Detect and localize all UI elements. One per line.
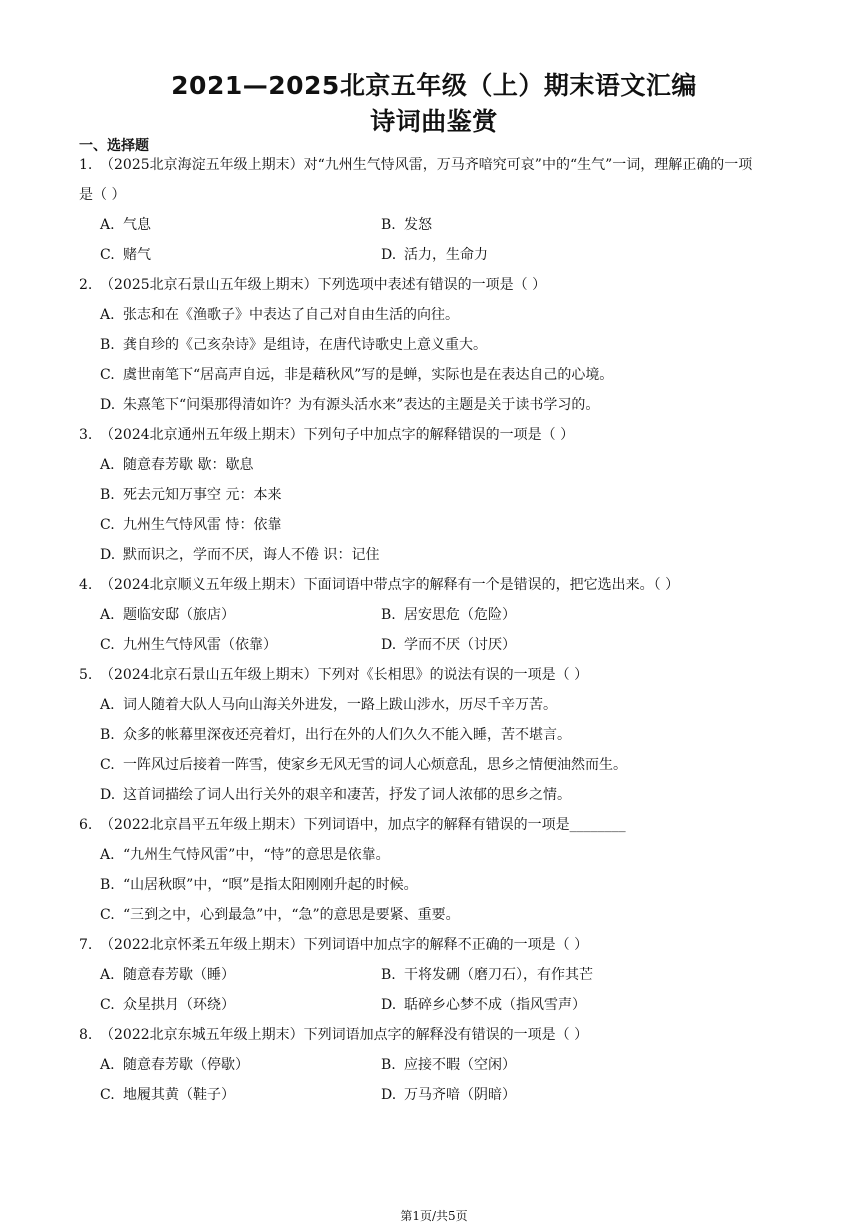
page-subtitle: 诗词曲鉴赏 (370, 107, 498, 136)
question-1-option-a: A. 气息 (100, 217, 151, 233)
question-7-option-d: D. 聒碎乡心梦不成（指风雪声） (381, 997, 586, 1013)
question-4-option-b: B. 居安思危（危险） (381, 607, 516, 623)
question-3-option-a: A. 随意春芳歇 歇：歇息 (100, 457, 254, 473)
question-1-option-d: D. 活力，生命力 (381, 247, 488, 263)
question-7-stem: 7. （2022北京怀柔五年级上期末）下列词语中加点字的解释不正确的一项是（ ） (79, 937, 589, 953)
question-5-stem: 5. （2024北京石景山五年级上期末）下列对《长相思》的说法有误的一项是（ ） (79, 667, 589, 683)
question-2-stem: 2. （2025北京石景山五年级上期末）下列选项中表述有错误的一项是（ ） (79, 277, 547, 293)
question-4-option-c: C. 九州生气恃风雷（依靠） (100, 637, 277, 653)
page-title: 2021—2025北京五年级（上）期末语文汇编 (171, 71, 697, 100)
question-7-option-c: C. 众星拱月（环绕） (100, 997, 235, 1013)
question-6-option-c: C. “三到之中，心到最急”中，“急”的意思是要紧、重要。 (100, 907, 460, 923)
question-8-stem: 8. （2022北京东城五年级上期末）下列词语加点字的解释没有错误的一项是（ ） (79, 1027, 589, 1043)
question-3-option-b: B. 死去元知万事空 元：本来 (100, 487, 282, 503)
question-3-option-d: D. 默而识之，学而不厌，诲人不倦 识：记住 (100, 547, 380, 563)
question-2-option-c: C. 虞世南笔下“居高声自远，非是藉秋风”写的是蝉，实际也是在表达自己的心境。 (100, 367, 614, 383)
question-1-stem-cont: 是（ ） (79, 187, 126, 203)
question-8-option-c: C. 地履其黄（鞋子） (100, 1087, 235, 1103)
question-3-option-c: C. 九州生气恃风雷 恃：依靠 (100, 517, 282, 533)
question-1-stem: 1. （2025北京海淀五年级上期末）对“九州生气恃风雷，万马齐喑究可哀”中的“生气”一词，理解正确的一项 (79, 157, 753, 173)
question-8-option-a: A. 随意春芳歇（停歇） (100, 1057, 249, 1073)
question-8-option-d: D. 万马齐喑（阴暗） (381, 1087, 516, 1103)
question-2-option-a: A. 张志和在《渔歌子》中表达了自己对自由生活的向往。 (100, 307, 459, 323)
question-4-option-a: A. 题临安邸（旅店） (100, 607, 235, 623)
question-6-stem: 6. （2022北京昌平五年级上期末）下列词语中，加点字的解释有错误的一项是________ (79, 817, 626, 833)
question-6-option-b: B. “山居秋暝”中，“暝”是指太阳刚刚升起的时候。 (100, 877, 418, 893)
question-1-option-b: B. 发怒 (381, 217, 432, 233)
section-title: 一、选择题 (79, 138, 149, 154)
question-8-option-b: B. 应接不暇（空闲） (381, 1057, 516, 1073)
page-footer: 第1页/共5页 (400, 1209, 468, 1223)
question-2-option-b: B. 龚自珍的《己亥杂诗》是组诗，在唐代诗歌史上意义重大。 (100, 337, 487, 353)
question-5-option-b: B. 众多的帐幕里深夜还亮着灯，出行在外的人们久久不能入睡，苦不堪言。 (100, 727, 571, 743)
question-5-option-d: D. 这首词描绘了词人出行关外的艰辛和凄苦，抒发了词人浓郁的思乡之情。 (100, 787, 571, 803)
question-3-stem: 3. （2024北京通州五年级上期末）下列句子中加点字的解释错误的一项是（ ） (79, 427, 575, 443)
question-1-option-c: C. 赌气 (100, 247, 151, 263)
question-4-option-d: D. 学而不厌（讨厌） (381, 637, 516, 653)
question-6-option-a: A. “九州生气恃风雷”中，“恃”的意思是依靠。 (100, 847, 390, 863)
question-5-option-a: A. 词人随着大队人马向山海关外进发，一路上跋山涉水，历尽千辛万苦。 (100, 697, 557, 713)
question-7-option-a: A. 随意春芳歇（睡） (100, 967, 235, 983)
question-4-stem: 4. （2024北京顺义五年级上期末）下面词语中带点字的解释有一个是错误的，把它选出来。（ ） (79, 577, 680, 593)
question-2-option-d: D. 朱熹笔下“问渠那得清如许？为有源头活水来”表达的主题是关于读书学习的。 (100, 397, 600, 413)
question-7-option-b: B. 干将发硎（磨刀石），有作其芒 (381, 967, 593, 983)
question-5-option-c: C. 一阵风过后接着一阵雪，使家乡无风无雪的词人心烦意乱，思乡之情便油然而生。 (100, 757, 627, 773)
